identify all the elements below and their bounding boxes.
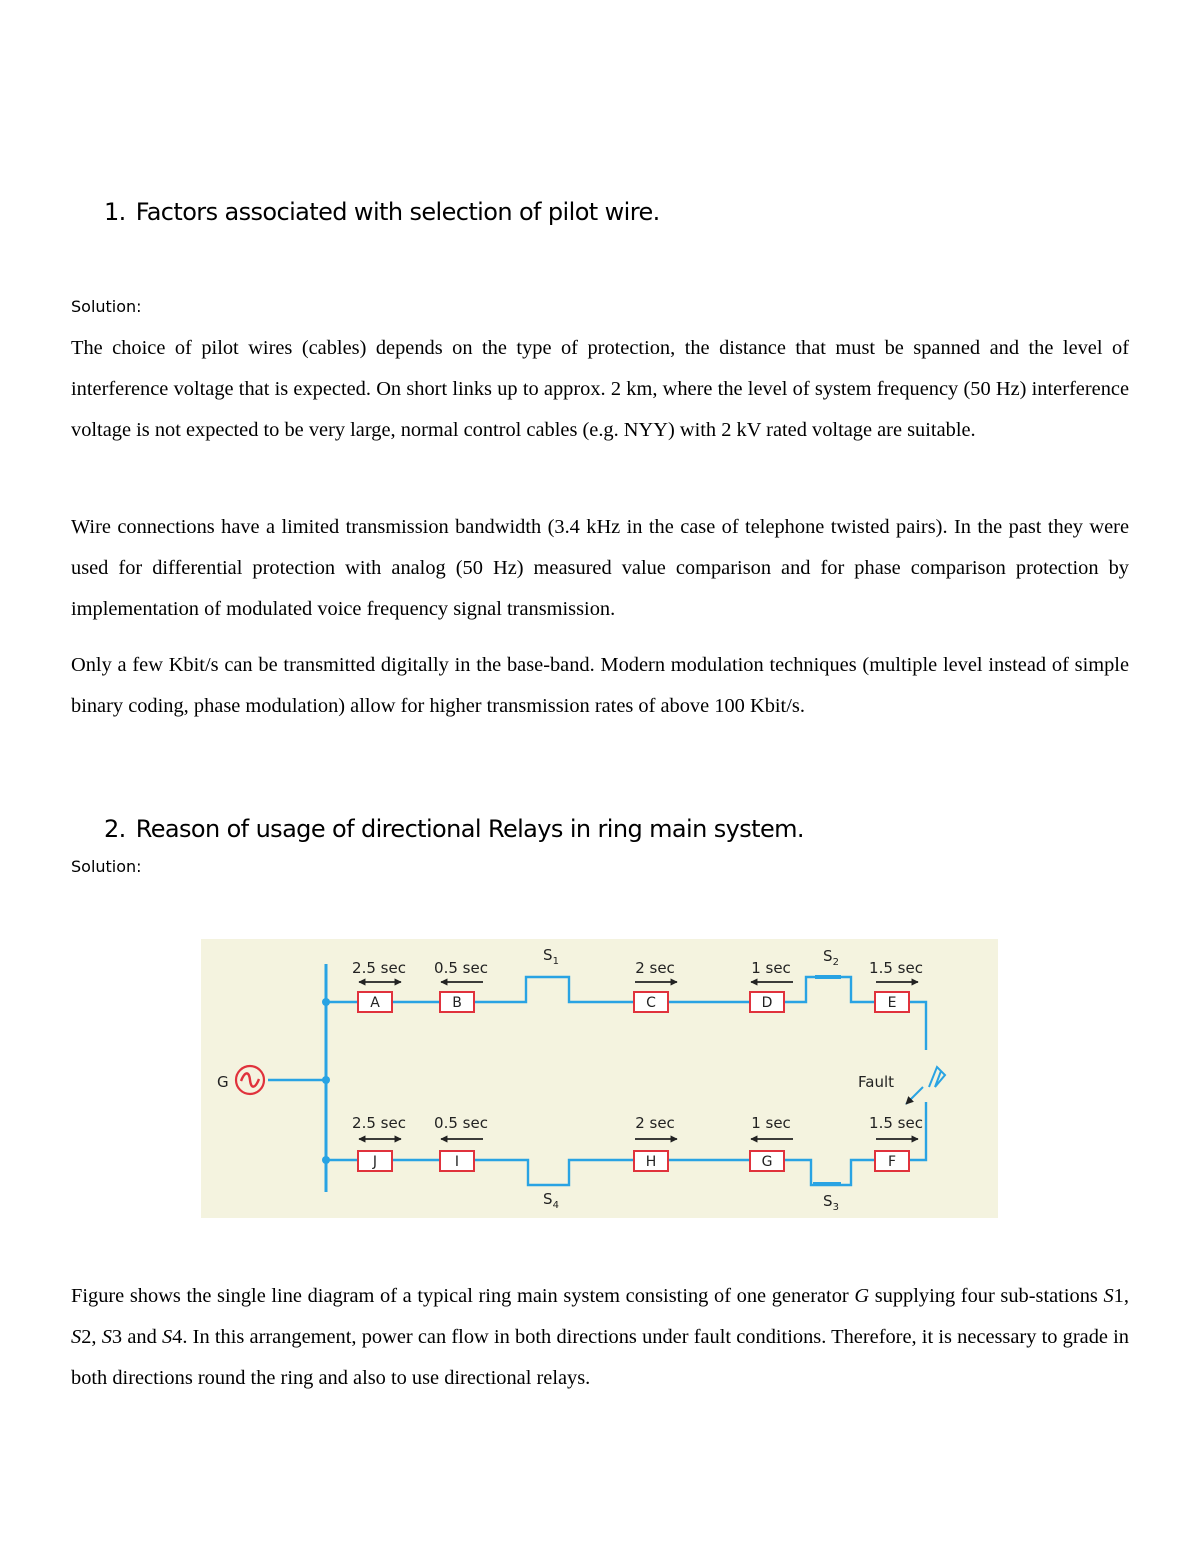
fault-lightning-icon [929, 1067, 945, 1087]
top-relay-time-c: 2 sec [635, 959, 675, 977]
substation-letter-1: S [543, 946, 553, 964]
top-relay-time-b: 0.5 sec [434, 959, 488, 977]
substation-subscript-4: 4 [552, 1200, 559, 1211]
top-relay-label-a: A [370, 995, 380, 1011]
top-relay-label-c: C [646, 995, 656, 1011]
bottom-line-and-right-side [326, 1102, 926, 1185]
fault-label: Fault [858, 1073, 894, 1091]
para-s3-number: 3 [111, 1325, 123, 1348]
para-s2-letter: S [71, 1325, 82, 1348]
bottom-relay-label-j: J [372, 1154, 378, 1170]
substation-label-1 [543, 946, 559, 967]
top-relay-label-e: E [887, 995, 897, 1011]
para-text-2: supplying four sub-stations [869, 1285, 1104, 1307]
substation-subscript-2: 2 [832, 957, 839, 968]
substation-letter-3: S [823, 1192, 833, 1210]
section-2-solution-label: Solution: [71, 857, 142, 876]
relay-group [358, 992, 909, 1171]
para-comma-1: , [1123, 1285, 1129, 1307]
section-2-paragraph [71, 1276, 1129, 1398]
para-s1-letter: S [1103, 1285, 1114, 1307]
bottom-relay-label-i: I [454, 1154, 460, 1170]
para-text-3: . In this arrangement, power can flow in both directions under fault conditions. Therefore, it is necessary to grade in both directions round the ring and also to use directional relays. [71, 1325, 1130, 1389]
substation-label-2 [823, 947, 839, 968]
para-and: and [122, 1325, 162, 1348]
top-relay-time-a: 2.5 sec [352, 959, 406, 977]
top-relay-label-d: D [761, 995, 773, 1011]
bottom-relay-label-h: H [645, 1154, 657, 1170]
top-relay-time-e: 1.5 sec [869, 959, 923, 977]
top-relay-time-d: 1 sec [751, 959, 791, 977]
para-s2-number: 2 [81, 1325, 92, 1348]
section-2-title: Reason of usage of directional Relays in ring main system. [135, 815, 804, 843]
section-1-heading [104, 198, 660, 226]
fault-pointer-arrow [906, 1087, 923, 1104]
substation-subscript-3: 3 [832, 1202, 839, 1213]
substation-label-3 [823, 1192, 839, 1213]
bottom-relay-time-i: 0.5 sec [434, 1114, 488, 1132]
bottom-relay-time-j: 2.5 sec [352, 1114, 406, 1132]
section-1-title: Factors associated with selection of pilot wire. [135, 198, 660, 226]
section-2-number: 2. [104, 815, 126, 843]
bottom-relay-label-f: F [887, 1154, 897, 1170]
bottom-relay-label-g: G [761, 1154, 773, 1170]
ring-main-diagram [201, 939, 998, 1218]
para-text-1: Figure shows the single line diagram of a typical ring main system consisting of one generator [71, 1285, 855, 1307]
section-1-solution-label: Solution: [71, 297, 142, 316]
para-s4-number: 4 [172, 1325, 183, 1348]
bottom-relay-time-h: 2 sec [635, 1114, 675, 1132]
section-1-paragraph-2: Wire connections have a limited transmission bandwidth (3.4 kHz in the case of telephone twisted pairs). In the past they were used for differential protection with analog (50 Hz) measured value comparison and for phase comparison protection by implementation of modulated voice frequency signal transmission. [71, 516, 1129, 620]
bottom-relay-time-f: 1.5 sec [869, 1114, 923, 1132]
para-generator-symbol: G [854, 1285, 870, 1307]
top-relay-label-b: B [452, 995, 462, 1011]
section-1-number: 1. [104, 198, 126, 226]
ring-main-svg [201, 939, 998, 1218]
substation-letter-2: S [823, 947, 833, 965]
para-comma-2: , [91, 1325, 102, 1348]
generator-sine-icon [241, 1073, 259, 1086]
para-s4-letter: S [161, 1325, 173, 1348]
bus-junction-2 [322, 1076, 330, 1084]
section-1-paragraph-1: The choice of pilot wires (cables) depends on the type of protection, the distance that must be spanned and the level of interference voltage that is expected. On short links up to approx. 2 km, where the level of system frequency (50 Hz) interference voltage is not expected to be very large, normal control cables (e.g. NYY) with 2 kV rated voltage are suitable. [71, 337, 1129, 441]
section-1-paragraph-3: Only a few Kbit/s can be transmitted digitally in the base-band. Modern modulation techniques (multiple level instead of simple binary coding, phase modulation) allow for higher transmission rates of above 100 Kbit/s. [71, 654, 1129, 717]
para-s3-letter: S [101, 1325, 112, 1348]
generator-label: G [217, 1073, 229, 1091]
substation-subscript-1: 1 [552, 956, 559, 967]
top-line-and-right-side [326, 977, 926, 1050]
section-2-heading [104, 815, 804, 843]
substation-letter-4: S [543, 1190, 553, 1208]
substation-label-4 [543, 1190, 559, 1211]
para-s1-number: 1 [1113, 1285, 1124, 1307]
ring-conductors [236, 964, 926, 1192]
bottom-relay-time-g: 1 sec [751, 1114, 791, 1132]
